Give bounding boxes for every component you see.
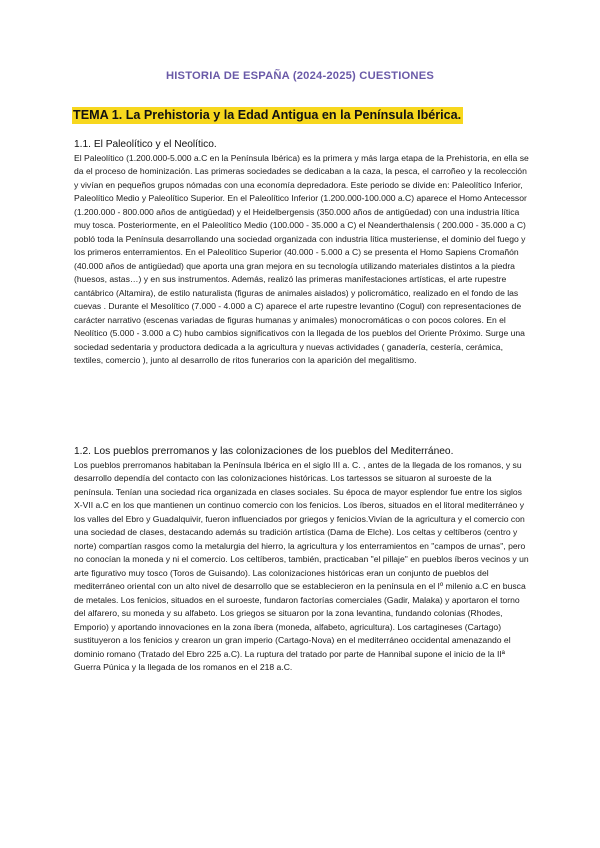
section-paleolitico-neolitico — [74, 138, 530, 368]
section-paragraph: El Paleolítico (1.200.000-5.000 a.C en la Península Ibérica) es la primera y más larga etapa de la Prehistoria, en ella se da el proceso de hominización. Las primeras sociedades se dedicaban a la caza, la pesca, el carroñeo y la recolección y vivían en pequeños grupos nómadas con una economía depredadora. Este periodo se divide en: Paleolítico Inferior, Paleolítico Medio y Paleolítico Superior. En el Paleolítico Inferior (1.200.000-100.000 a.C) aparece el Homo Antecessor (1.200.000 - 800.000 años de antigüedad) y el Heidelbergensis (350.000 años de antigüedad) con una industria lítica muy tosca. Posteriormente, en el Paleolítico Medio (100.000 - 35.000 a C) el Neanderthalensis ( 200.000 - 35.000 a C) pobló toda la Península desarrollando una sociedad organizada con industria lítica musteriense, el dominio del fuego y los primeros enterramientos. En el Paleolítico Superior (40.000 - 5.000 a C) se presenta el Homo Sapiens Cromañón (40.000 años de antigüedad) que aporta una gran mejora en su tecnología utilizando materiales distintos a la piedra (huesos, astas…) y en sus instrumentos. Además, realizó las primeras manifestaciones artísticas, el arte rupestre cantábrico (Altamira), de estilo naturalista (figuras de animales aislados) y policromático, realizado en el fondo de las cuevas . Durante el Mesolítico (7.000 - 4.000 a C) aparece el arte rupestre levantino (Cogul) con representaciones de carácter narrativo (escenas variadas de figuras humanas y animales) monocromáticas o con pocos colores. En el Neolítico (5.000 - 3.000 a C) hubo cambios significativos con la llegada de los pueblos del Oriente Próximo. Surge una sociedad sedentaria y productora dedicada a la agricultura y nuevas actividades ( ganadería, cestería, cerámica, textiles, comercio ), junto al desarrollo de ritos funerarios con la aparición del megalitismo. — [74, 152, 529, 365]
section-paragraph: Los pueblos prerromanos habitaban la Península Ibérica en el siglo III a. C. , antes de la llegada de los romanos, y su desarrollo dependía del contacto con las colonizaciones históricas. Los tartessos se situaron al suroeste de la península. Tenían una sociedad rica organizada en clases sociales. Su época de mayor esplendor fue entre los siglos X-VII a.C en los que mantienen un continuo comercio con los fenicios. Los íberos, situados en el litoral mediterráneo y los valles del Ebro y Guadalquivir, fueron influenciados por griegos y fenicios.Vivían de la agricultura y el comercio con una sociedad de clases, destacando además su tradición artística (Dama de Elche). Los celtas y celtíberos (centro y norte) compartían rasgos como la metalurgia del hierro, la agricultura y los enterramientos en "campos de urnas", pero no conocían la moneda y ni el comercio. Los celtíberos, también, practicaban "el pillaje" en pueblos íberos vecinos y un arte figurativo muy tosco (Toros de Guisando). Las colonizaciones históricas eran un conjunto de pueblos del mediterráneo oriental con un alto nivel de desarrollo que se establecieron en la península en el Iº milenio a.C en busca de metales. Los fenicios, situados en el suroeste, fundaron factorías comerciales (Gadir, Malaka) y aportaron el torno del alfarero, su moneda y su alfabeto. Los griegos se situaron por la zona levantina, fundando colonias (Rhodes, Emporio) y aportando innovaciones en la zona íbera (moneda, alfabeto, agricultura). Los cartagineses (Cartago) sustituyeron a los fenicios y crearon un gran imperio (Cartago-Nova) en el mediterráneo occidental amenazando el dominio romano (Tratado del Ebro 225 a.C). La ruptura del tratado por parte de Hannibal supone el inicio de la IIª Guerra Púnica y la llegada de los romanos en el 218 a.C. — [74, 459, 529, 672]
topic-heading: TEMA 1. La Prehistoria y la Edad Antigua en la Península Ibérica. — [73, 108, 462, 122]
section-heading: 1.2. Los pueblos prerromanos y las colonizaciones de los pueblos del Mediterráneo. — [74, 446, 454, 457]
section-pueblos-prerromanos — [74, 445, 530, 675]
section-heading: 1.1. El Paleolítico y el Neolítico. — [74, 139, 217, 150]
document-title: HISTORIA DE ESPAÑA (2024-2025) CUESTIONES — [165, 70, 435, 82]
